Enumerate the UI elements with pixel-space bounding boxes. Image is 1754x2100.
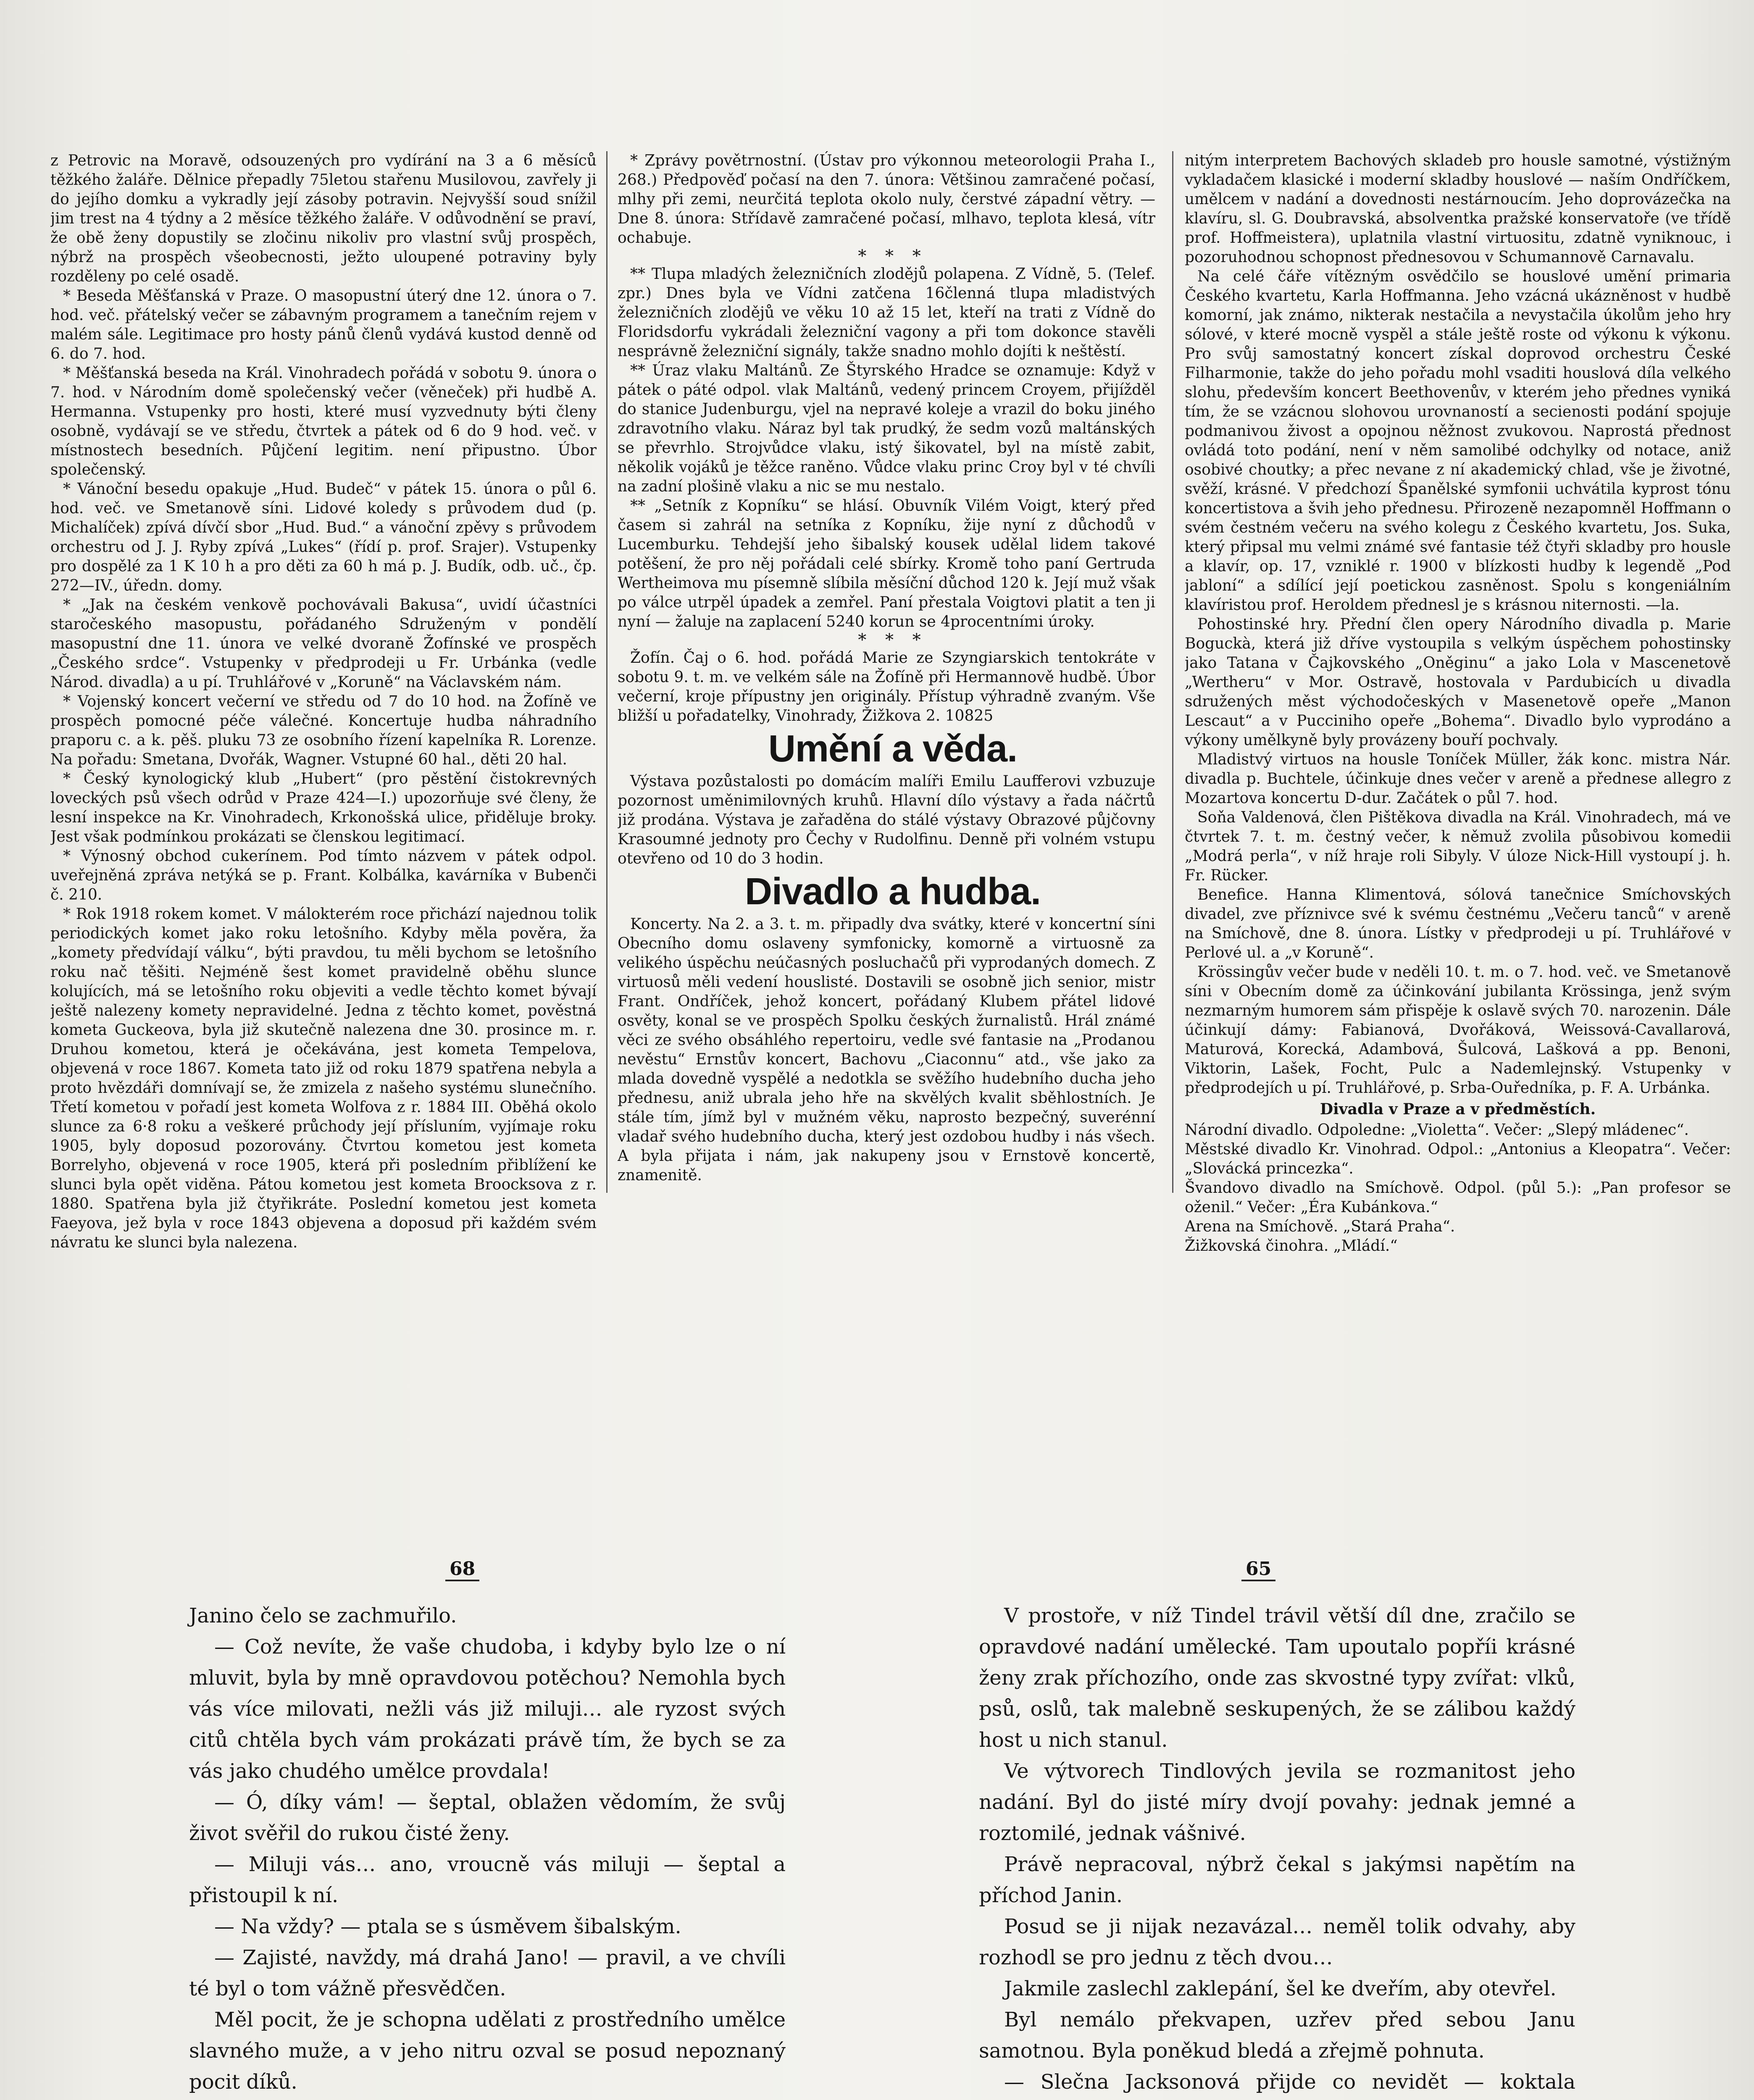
column-right [1185,151,1731,1361]
section-heading: Umění a věda. [768,728,1018,770]
article-paragraph: ** „Setník z Kopníku“ se hlásí. Obuvník Vilém Voigt, který před časem si zahrál na setníka z Kopníku, žije nyní z důchodů v Lucemburku. Tehdejší jeho šibalský kousek udělal lidem takové potěšení, že pro něj pořádali celé sbírky. Kromě toho paní Gertruda Wertheimova mu písemně slíbila měsíční důchod 120 k. Její muž však po válce utrpěl úpadek a zemřel. Paní přestala Voigtovi platit a ten ji nyní — žaluje na zaplacení 5240 korun se 4procentními úroky. [618,497,1155,630]
article-paragraph: — Což nevíte, že vaše chudoba, i kdyby bylo lze o ní mluvit, byla by mně opravdovou potěchou? Nemohla bych vás více milovati, nežli vás již miluji… ale ryzost svých citů chtěla bych vám prokázati právě tím, že bych se za vás jako chudého umělce provdala! [189,1635,786,1783]
article-paragraph: * Výnosný obchod cukerínem. Pod tímto názvem v pátek odpol. uveřejněná zpráva netýká se p. Frant. Kolbálka, kavárníka v Bubenči č. 210. [50,848,597,903]
article-paragraph: Na celé čáře vítězným osvědčilo se houslové umění primaria Českého kvartetu, Karla Hoffmanna. Jeho vzácná ukázněnost v hudbě komorní, jak známo, nikterak nestačila a nevystačila úkolům jeho hry sólové, v které mocně vyspěl a stále ještě roste od výkonu k výkonu. Pro svůj samostatný koncert získal doprovod orchestru České Filharmonie, takže do jeho pořadu mohl vsaditi houslová díla velkého slohu, především koncert Beethovenův, v kterém jeho přednes vyniká tím, že se vzácnou slohovou urovnaností a secienosti podání spojuje podmanivou živost a opojnou něžnost zvukovou. Naprostá přednost ovládá toto podání, není v něm samolibé odchylky od notace, aniž osobivé choutky; a přec nevane z ní akademický chlad, vše je životné, svěží, krásné. V předchozí Španělské symfonii uchvátila kyprost tónu koncertistova a švih jeho přednesu. Přirozeně nezapomněl Hoffmann o svém čestném večeru na svého kolegu z Českého kvartetu, Jos. Suka, který připsal mu velmi známé své fantasie též čtyři skladby pro housle a klavír, op. 17, vzniklé r. 1900 v blízkosti hudby k legendě „Pod jabloní“ a sdílící její poetickou zasněnost. Spolu s kongeniálním klavíristou prof. Heroldem přednesl je s krásnou niternosti. —la. [1185,268,1731,614]
article-paragraph: Arena na Smíchově. „Stará Praha“. [1185,1218,1455,1235]
article-paragraph: Měl pocit, že je schopna udělati z prostředního umělce slavného muže, a v jeho nitru ozval se posud nepoznaný pocit díků. [189,2008,786,2094]
column-left [50,151,597,1361]
article-paragraph: — Miluji vás… ano, vroucně vás miluji — šeptal a přistoupil k ní. [189,1853,786,1907]
article-paragraph: * Měšťanská beseda na Král. Vinohradech pořádá v sobotu 9. února o 7. hod. v Národním domě společenský večer (věneček) při hudbě A. Hermanna. Vstupenky pro hosti, které musí vyzvednuty býti členy osobně, vydávají se ve středu, čtvrtek a pátek od 6 do 9 hod. več. v místnostech besedních. Půjčení legitim. není připustno. Úbor společenský. [50,365,597,478]
article-paragraph: Krössingův večer bude v neděli 10. t. m. o 7. hod. več. ve Smetanově síni v Obecním domě za účinkování jubilanta Krössinga, jenž svým nezmarným humorem sám přispěje k oslavě svých 70. narozenin. Dále účinkují dámy: Fabianová, Dvořáková, Weissová-Cavallarová, Maturová, Korecká, Adambová, Šulcová, Lašková a pp. Benoni, Viktorin, Lašek, Focht, Pulc a Nademlejnský. Vstupenky v předprodejích u pí. Truhlářové, p. Srba-Ouředníka, p. F. A. Urbánka. [1185,963,1731,1097]
separator-stars: * * * [858,247,928,266]
article-paragraph: * Vánoční besedu opakuje „Hud. Budeč“ v pátek 15. února o půl 6. hod. več. ve Smetanově síni. Lidové koledy s průvodem dud (p. Michalíček) zpívá dívčí sbor „Hud. Bud.“ a vánoční zpěvy s průvodem orchestru od J. J. Ryby zpívá „Lukes“ (řídí p. prof. Srajer). Vstupenky pro dospělé za 1 K 10 h a pro děti za 60 h má p. J. Budík, odb. uč., čp. 272—IV., úředn. domy. [50,480,597,594]
page-number-right: 65 [1241,1558,1275,1580]
article-paragraph: Byl nemálo překvapen, uzřev před sebou Janu samotnou. Byla poněkud bledá a zřejmě pohnuta. [979,2008,1575,2063]
article-paragraph: Benefice. Hanna Klimentová, sólová tanečnice Smíchovských divadel, zve příznivce své k svému čestnému „Večeru tanců“ v areně na Smíchově, dne 8. února. Lístky v předprodeji u pí. Truhlářové v Perlové ul. a „v Koruně“. [1185,886,1731,961]
article-paragraph: ** Tlupa mladých železničních zlodějů polapena. Z Vídně, 5. (Telef. zpr.) Dnes byla ve Vídni zatčena 16členná tlupa mladistvých železničních zlodějů ve věku 10 až 15 let, kteří na trati z Vídně do Floridsdorfu vykrádali železniční vagony a při tom dokonce stavěli nesprávně železniční signály, takže snadno mohlo dojíti k neštěstí. [618,265,1155,360]
story-right-page [979,1600,1575,2100]
article-paragraph: Janino čelo se zachmuřilo. [189,1604,457,1628]
article-paragraph: — Na vždy? — ptala se s úsměvem šibalským. [214,1915,681,1938]
article-paragraph: Koncerty. Na 2. a 3. t. m. připadly dva svátky, které v koncertní síni Obecního domu oslaveny symfonicky, komorně a virtuosně za velikého úspěchu neúčasných posluchačů při vyprodaných domech. Z virtuosů měli vedení houslisté. Dostavili se osobně jich senior, mistr Frant. Ondříček, jehož koncert, pořádaný Klubem přátel lidové osvěty, konal se ve prospěch Spolku českých žurnalistů. Hrál známé věci ze svého obsáhlého repertoiru, vedle své fantasie na „Prodanou nevěstu“ Ernstův koncert, Bachovu „Ciaconnu“ atd., vše jako za mlada dovedně vyspělé a nedotkla se svěžího hudebního ducha jeho přednesu, aniž ubrala jeho hře na skvělých kvalit sběhlostních. Je stále tím, jímž byl v mužném věku, naprosto bezpečný, suverénní vladař svého hudebního ducha, který jest ozdobou hudby i nás všech. A byla přijata i nám, jak nakupeny jsou v Ernstově koncertě, znamenitě. [618,916,1155,1184]
article-paragraph: Mladistvý virtuos na housle Toníček Müller, žák konc. mistra Nár. divadla p. Buchtele, účinkuje dnes večer v areně a přednese allegro z Mozartova koncertu D-dur. Začátek o půl 7. hod. [1185,751,1731,807]
article-paragraph: Jakmile zaslechl zaklepání, šel ke dveřím, aby otevřel. [1004,1977,1557,2000]
column-middle [618,151,1155,1361]
article-paragraph: * „Jak na českém venkově pochovávali Bakusa“, uvidí účastníci staročeského masopustu, pořádaného Sdruženým v pondělí masopustní dne 11. února ve velké dvoraně Žofínské ve prospěch „Českého srdce“. Vstupenky v předprodeji u Fr. Urbánka (vedle Národ. divadla) a u pí. Truhlářové v „Koruně“ na Václavském nám. [50,596,597,691]
article-paragraph: Ve výtvorech Tindlových jevila se rozmanitost jeho nadání. Byl do jisté míry dvojí povahy: jednak jemné a roztomilé, jednak vášnivé. [979,1759,1575,1845]
article-paragraph: * Vojenský koncert večerní ve středu od 7 do 10 hod. na Žofíně ve prospěch pomocné péče válečné. Koncertuje hudba náhradního praporu c. a k. pěš. pluku 73 ze osobního řízení kapelníka R. Lorenze. Na pořadu: Smetana, Dvořák, Wagner. Vstupné 60 hal., děti 20 hal. [50,693,597,768]
article-paragraph: V prostoře, v níž Tindel trávil větší díl dne, zračilo se opravdové nadání umělecké. Tam upoutalo popříi krásné ženy zrak příchozího, onde zas skvostné typy zvířat: vlků, psů, oslů, tak malebně seskupených, že se zálibou každý host u nich stanul. [979,1604,1575,1752]
article-paragraph: Právě nepracoval, nýbrž čekal s jakýmsi napětím na příchod Janin. [979,1853,1575,1907]
article-paragraph: — Slečna Jacksonová přijde co nevidět — koktala [1004,2070,1575,2094]
article-paragraph [189,2097,786,2100]
article-paragraph: * Rok 1918 rokem komet. V málokterém roce přichází najednou tolik periodických komet jako roku letošního. Kdyby měla pověra, ža „komety předvídají válku“, býti pravdou, tu měli bychom se letošního roku nač těšiti. Nejméně šest komet pravidelně oběhu slunce kolujících, má se letošního roku objeviti a vedle těchto komet bývají ještě nalezeny komety nepravidelné. Jedna z těchto komet, pověstná kometa Guckeova, byla již skutečně nalezena dne 30. prosince m. r. Druhou kometou, která je očekávána, jest kometa Tempelova, objevená v roce 1867. Kometa tato již od roku 1879 spatřena nebyla a proto hvězdáři domnívají se, že zmizela z našeho systému slunečního. Třetí kometou v pořadí jest kometa Wolfova z r. 1884 III. Oběhá okolo slunce za 6·8 roku a veškeré průchody její přísluním, vyjímaje roku 1905, byly doposud pozorovány. Čtvrtou kometou jest kometa Borrelyho, objevená v roce 1905, která při posledním přiblížení ke slunci byla opět viděna. Pátou kometou jest kometa Broocksova z r. 1880. Spatřena byla již čtyřikráte. Poslední kometou jest kometa Faeyova, jež byla v roce 1843 objevena a doposud při každém svém návratu ke slunci byla nalezena. [50,906,597,1251]
section-heading: Divadlo a hudba. [744,871,1041,913]
article-paragraph: nitým interpretem Bachových skladeb pro housle samotné, výstižným vykladačem klasické i moderní skladby houslové — naším Ondříčkem, umělcem v nadání a dovednosti nestárnoucím. Jeho doprovázečka na klavíru, sl. G. Doubravská, absolventka pražské konservatoře (ve třídě prof. Hoffmeistera), uplatnila vlastní virtuositu, zdatně vyniknouc, i pozoruhodnou schopnost přednesovou v Schumannově Carnavalu. [1185,152,1731,266]
article-paragraph: Pohostinské hry. Přední člen opery Národního divadla p. Marie Boguckà, která již dříve vystoupila s velkým úspěchem pohostinsky jako Tatana v Čajkovského „Oněginu“ a jako Lola v Mascenetově „Wertheru“ v Mor. Ostravě, hostovala v Pardubicích u divadla sdružených měst východočeských v Masenetově opeře „Manon Lescaut“ a v Pucciniho opeře „Bohema“. Divadlo bylo vyprodáno a výkony umělkyně byly provázeny bouří pochvaly. [1185,616,1731,749]
column-divider [1172,151,1173,1193]
article-paragraph: ** Úraz vlaku Maltánů. Ze Štyrského Hradce se oznamuje: Když v pátek o páté odpol. vlak Maltánů, vedený princem Croyem, přijížděl do stanice Judenburgu, vjel na nepravé koleje a vrazil do boku jiného zdravotního vlaku. Náraz byl tak prudký, že sedm vozů maltánských se převrhlo. Strojvůdce vlaku, istý šikovatel, byl na místě zabit, několik vojáků je těžce raněno. Vůdce vlaku princ Croy byl v té chvíli na zadní plošině vlaku a nic se mu nestalo. [618,362,1155,495]
column-divider [606,151,607,1193]
page-number-left: 68 [445,1558,479,1580]
subsection-heading: Divadla v Praze a v předměstích. [1320,1100,1596,1118]
article-paragraph: Posud se ji nijak nezavázal… neměl tolik odvahy, aby rozhodl se pro jednu z těch dvou… [979,1915,1575,1969]
article-paragraph: * Český kynologický klub „Hubert“ (pro pěstění čistokrevných loveckých psů všech odrůd v Praze 424—I.) upozorňuje své členy, že lesní inspekce na Kr. Vinohradech, Krkonošská ulice, přiděluje broky. Jest však podmínkou prokázati se členskou legitimací. [50,770,597,845]
article-paragraph: Žofín. Čaj o 6. hod. pořádá Marie ze Szyngiarskich tentokráte v sobotu 9. t. m. ve velkém sále na Žofíně při Hermannově hudbě. Úbor večerní, kroje přípustny jen originály. Přístup výhradně zvaným. Vše bližší u pořadatelky, Vinohrady, Žižkova 2. 10825 [618,649,1155,724]
article-paragraph: * Zprávy povětrnostní. (Ústav pro výkonnou meteorologii Praha I., 268.) Předpověď počasí na den 7. února: Většinou zamračené počasí, mlhy při zemi, neurčitá teplota okolo nuly, čerstvé západní větry. — Dne 8. února: Střídavě zamračené počasí, mlhavo, teplota klesá, vítr ochabuje. [618,152,1155,247]
article-paragraph: — Zajisté, navždy, má drahá Jano! — pravil, a ve chvíli té byl o tom vážně přesvědčen. [189,1946,786,2000]
story-left-page [189,1600,786,2100]
article-paragraph: Národní divadlo. Odpoledne: „Violetta“. Večer: „Slepý mládenec“. [1185,1121,1689,1139]
article-paragraph: Žižkovská činohra. „Mládí.“ [1185,1237,1398,1255]
article-paragraph: z Petrovic na Moravě, odsouzených pro vydírání na 3 a 6 měsíců těžkého žaláře. Dělnice přepadly 75letou stařenu Musilovou, zavřely ji do jejího domku a vykradly její zásoby potravin. Nejvyšší soud snížil jim trest na 4 týdny a 2 měsíce těžkého žaláře. V odůvodnění se praví, že obě ženy dopustily se zločinu nikoliv pro vlastní svůj prospěch, nýbrž na prospěch všeobecnosti, ježto uloupené potraviny byly rozděleny po celé osadě. [50,152,597,285]
article-paragraph: Výstava pozůstalosti po domácím malíři Emilu Laufferovi vzbuzuje pozornost uměnimilovných kruhů. Hlavní dílo výstavy a řada náčrtů již prodána. Výstava je zařaděna do stálé výstavy Obrazové půjčovny Krasoumné jednoty pro Čechy v Rudolfinu. Denně při volném vstupu otevřeno od 10 do 3 hodin. [618,773,1155,867]
separator-stars: * * * [858,630,928,650]
article-paragraph: * Beseda Měšťanská v Praze. O masopustní úterý dne 12. února o 7. hod. več. přátelský večer se zábavným programem a tanečním rejem v malém sále. Legitimace pro hosty pánů členů vydává kustod denně od 6. do 7. hod. [50,287,597,362]
article-paragraph: Městské divadlo Kr. Vinohrad. Odpol.: „Antonius a Kleopatra“. Večer: „Slovácká princezka“. [1185,1141,1731,1177]
article-paragraph: — Ó, díky vám! — šeptal, oblažen vědomím, že svůj život svěřil do rukou čisté ženy. [189,1790,786,1845]
article-paragraph: Švandovo divadlo na Smíchově. Odpol. (půl 5.): „Pan profesor se oženil.“ Večer: „Éra Kubánkova.“ [1185,1179,1731,1216]
article-paragraph: Soňa Valdenová, člen Pištěkova divadla na Král. Vinohradech, má ve čtvrtek 7. t. m. čestný večer, k němuž zvolila působivou komedii „Modrá perla“, v níž hraje roli Sibyly. V úloze Nick-Hill vystoupí j. h. Fr. Rücker. [1185,809,1731,884]
